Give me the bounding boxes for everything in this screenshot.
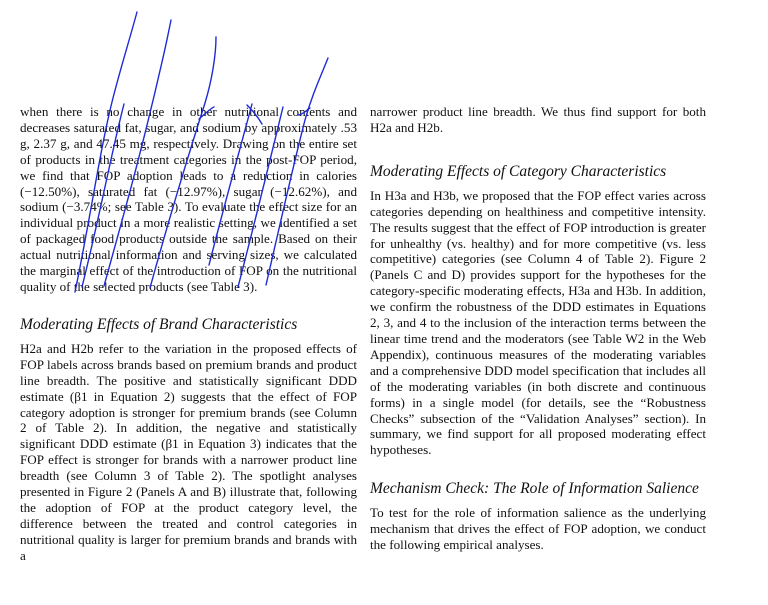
right-paragraph-1: narrower product line breadth. We thus find support for both H2a and H2b. xyxy=(370,104,706,135)
section-heading-mechanism-check: Mechanism Check: The Role of Information Salience xyxy=(370,480,699,498)
left-column xyxy=(20,104,357,564)
right-paragraph-2: In H3a and H3b, we proposed that the FOP effect varies across categories depending on healthiness and competitive intensity. The results suggest that the effect of FOP introduction is greater for unhealthy (vs. healthy) and for more competitive (vs. less competitive) categories (see Column 4 of Table 2). Figure 2 (Panels C and D) provides support for the hypotheses for the category-specific moderating effects, H3a and H3b. In addition, we confirm the robustness of the DDD estimates in Equations 2, 3, and 4 to the inclusion of the interaction terms between the linear time trend and the moderators (see Table W2 in the Web Appendix), continuous measures of the moderating variables and a comprehensive DDD model specification that includes all of the moderating variables (in both discrete and continuous forms) in a single model (for details, see the “Robustness Checks” subsection of the “Validation Analyses” section). In summary, we find support for all proposed moderating effect hypotheses. xyxy=(370,187,706,458)
left-paragraph-1: when there is no change in other nutritional contents and decreases saturated fat, sugar, and sodium by approximately .53 g, 2.37 g, and 47.45 mg, respectively. Drawing on the entire set of products in the treatment categories in the post-FOP period, we find that FOP adoption leads to a reduction in calories (−12.50%), saturated fat (−12.97%), sugar (−12.62%), and sodium (−3.74%; see Table 3). To evaluate the effect size for an individual product in a more realistic setting, we identified a set of packaged food products outside the sample. Based on their actual nutritional information and serving sizes, we calculated the marginal effect of the introduction of FOP on the nutritional quality of the selected products (see Table 3). xyxy=(20,104,357,294)
section-heading-brand-characteristics: Moderating Effects of Brand Characteristics xyxy=(20,315,298,333)
right-paragraph-3: To test for the role of information salience as the underlying mechanism that drives the effect of FOP adoption, we conduct the following empirical analyses. xyxy=(370,505,706,553)
section-heading-category-characteristics: Moderating Effects of Category Characteristics xyxy=(370,162,667,180)
right-column xyxy=(370,104,706,553)
left-paragraph-2: H2a and H2b refer to the variation in the proposed effects of FOP labels across brands based on premium brands and product line breadth. The positive and statistically significant DDD estimate (β1 in Equation 2) suggests that the effect of FOP category adoption is stronger for premium brands (see Column 2 of Table 2). In addition, the negative and statistically significant DDD estimate (β1 in Equation 3) indicates that the FOP effect is stronger for brands with a narrower product line breadth (see Column 3 of Table 2). The spotlight analyses presented in Figure 2 (Panels A and B) illustrate that, following the adoption of FOP at the product category level, the difference between the treated and control categories in nutritional quality is larger for premium brands and brands with a xyxy=(20,340,357,563)
